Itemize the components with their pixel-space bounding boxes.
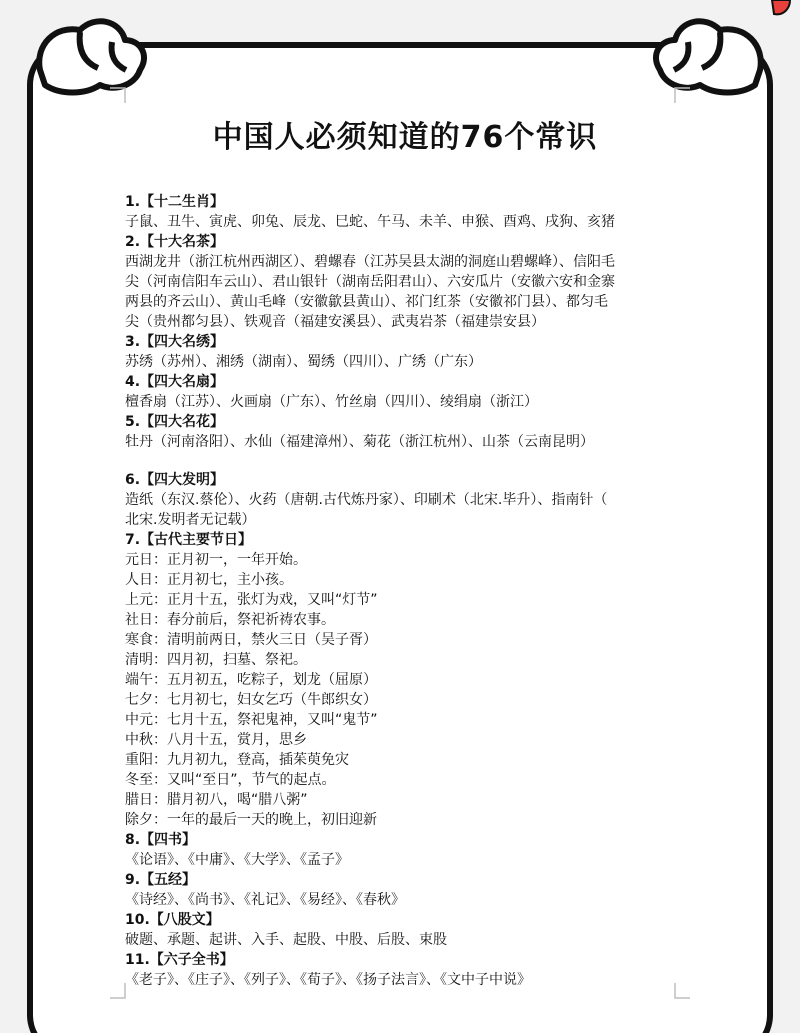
document-body	[125, 112, 685, 990]
section-text-line: 除夕：一年的最后一天的晚上，初旧迎新	[125, 812, 377, 828]
section-heading: 8.【四书】	[125, 832, 197, 848]
section-text-line: 冬至：又叫“至日”，节气的起点。	[125, 772, 336, 788]
section-text-line: 檀香扇（江苏）、火画扇（广东）、竹丝扇（四川）、绫绢扇（浙江）	[125, 394, 538, 410]
section-text-line: 腊日：腊月初八，喝“腊八粥”	[125, 792, 308, 808]
section-text-line: 苏绣（苏州）、湘绣（湖南）、蜀绣（四川）、广绣（广东）	[125, 354, 482, 370]
right-hand-icon	[656, 21, 761, 92]
section	[125, 412, 685, 452]
section-heading: 6.【四大发明】	[125, 472, 225, 488]
section-heading: 11.【六子全书】	[125, 952, 234, 968]
section-heading: 7.【古代主要节日】	[125, 532, 253, 548]
section-heading: 2.【十大名茶】	[125, 234, 225, 250]
section-text-line: 北宋.发明者无记载）	[125, 512, 256, 528]
section	[125, 950, 685, 990]
section	[125, 470, 685, 530]
section	[125, 232, 685, 332]
section-text-line: 两县的齐云山）、黄山毛峰（安徽歙县黄山）、祁门红茶（安徽祁门县）、都匀毛	[125, 294, 608, 310]
section-text-line: 子鼠、丑牛、寅虎、卯兔、辰龙、巳蛇、午马、未羊、申猴、酉鸡、戌狗、亥猪	[125, 214, 615, 230]
section-text-line: 《诗经》、《尚书》、《礼记》、《易经》、《春秋》	[125, 892, 405, 908]
section	[125, 870, 685, 910]
section-text-line: 尖（贵州都匀县）、铁观音（福建安溪县）、武夷岩茶（福建崇安县）	[125, 314, 545, 330]
section-text-line: 元日：正月初一，一年开始。	[125, 552, 307, 568]
section	[125, 332, 685, 372]
section-heading: 5.【四大名花】	[125, 414, 225, 430]
section	[125, 192, 685, 232]
section-text-line: 寒食：清明前两日，禁火三日（吴子胥）	[125, 632, 377, 648]
section-text-line: 《论语》、《中庸》、《大学》、《孟子》	[125, 852, 349, 868]
section-text-line: 尖（河南信阳车云山）、君山银针（湖南岳阳君山）、六安瓜片（安徽六安和金寨	[125, 274, 615, 290]
section-text-line: 人日：正月初七，主小孩。	[125, 572, 293, 588]
left-hand-icon	[39, 21, 144, 92]
section	[125, 910, 685, 950]
section-text-line: 七夕：七月初七，妇女乞巧（牛郎织女）	[125, 692, 377, 708]
red-accent-icon	[772, 0, 790, 14]
section-heading: 9.【五经】	[125, 872, 197, 888]
section-heading: 1.【十二生肖】	[125, 194, 225, 210]
section-text-line: 西湖龙井（浙江杭州西湖区）、碧螺春（江苏吴县太湖的洞庭山碧螺峰）、信阳毛	[125, 254, 615, 270]
section-text-line: 社日：春分前后，祭祀祈祷农事。	[125, 612, 335, 628]
section	[125, 830, 685, 870]
section-text-line: 中秋：八月十五，赏月，思乡	[125, 732, 307, 748]
section-gap	[125, 452, 685, 470]
section	[125, 530, 685, 830]
section-text-line: 牡丹（河南洛阳）、水仙（福建漳州）、菊花（浙江杭州）、山茶（云南昆明）	[125, 434, 594, 450]
section-text-line: 破题、承题、起讲、入手、起股、中股、后股、束股	[125, 932, 447, 948]
section-text-line: 上元：正月十五，张灯为戏，又叫“灯节”	[125, 592, 378, 608]
section-heading: 4.【四大名扇】	[125, 374, 225, 390]
page-title: 中国人必须知道的76个常识	[212, 120, 598, 155]
section-text-line: 端午：五月初五，吃粽子，划龙（屈原）	[125, 672, 377, 688]
section-text-line: 《老子》、《庄子》、《列子》、《荀子》、《扬子法言》、《文中子中说》	[125, 972, 531, 988]
section-text-line: 清明：四月初，扫墓、祭祀。	[125, 652, 307, 668]
section-text-line: 造纸（东汉.蔡伦）、火药（唐朝.古代炼丹家）、印刷术（北宋.毕升）、指南针（	[125, 492, 608, 508]
section	[125, 372, 685, 412]
section-heading: 3.【四大名绣】	[125, 334, 225, 350]
section-text-line: 中元：七月十五，祭祀鬼神，又叫“鬼节”	[125, 712, 378, 728]
section-text-line: 重阳：九月初九，登高，插茱萸免灾	[125, 752, 349, 768]
section-heading: 10.【八股文】	[125, 912, 220, 928]
sections-list	[125, 192, 685, 990]
